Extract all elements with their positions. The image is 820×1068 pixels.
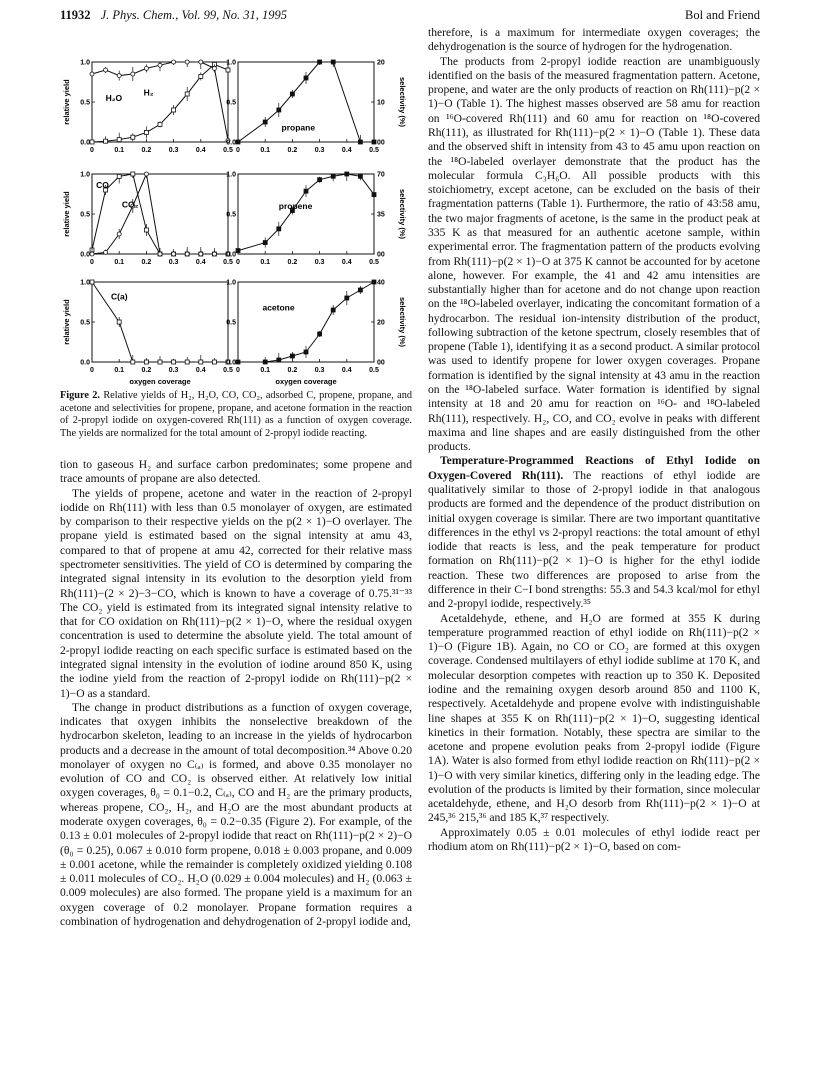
- data-point: [172, 360, 176, 364]
- data-point: [90, 280, 94, 284]
- right-tick-label: 00: [377, 139, 385, 147]
- data-point: [290, 354, 294, 358]
- series-line: [92, 174, 228, 254]
- right-tick-label: 00: [377, 251, 385, 259]
- y-tick-label: 0.0: [80, 251, 90, 259]
- y-tick-label: 1.0: [80, 279, 90, 287]
- right-tick-label: 20: [377, 319, 385, 327]
- x-tick-label: 0.5: [223, 367, 233, 374]
- x-tick-label: 0.1: [114, 259, 125, 266]
- data-point: [236, 249, 240, 253]
- y-tick-label: 0.5: [226, 211, 236, 219]
- data-point: [345, 172, 349, 176]
- data-point: [131, 72, 135, 76]
- data-point: [131, 360, 135, 364]
- y-tick-label: 1.0: [80, 171, 90, 179]
- x-tick-label: 0.5: [369, 367, 379, 374]
- data-point: [331, 308, 335, 312]
- series-line: [92, 64, 228, 142]
- y-tick-label: 0.0: [80, 359, 90, 367]
- series-label: propane: [281, 122, 316, 133]
- data-point: [185, 360, 189, 364]
- y-axis-label: relative yield: [62, 299, 71, 345]
- data-point: [358, 140, 362, 144]
- x-tick-label: 0.4: [341, 259, 352, 266]
- data-point: [304, 350, 308, 354]
- y-tick-label: 1.0: [80, 59, 90, 67]
- data-point: [104, 139, 108, 143]
- x-axis-label: oxygen coverage: [275, 377, 337, 386]
- data-point: [117, 74, 121, 78]
- x-tick-label: 0.5: [223, 147, 233, 154]
- data-point: [185, 60, 189, 64]
- data-point: [304, 189, 308, 193]
- x-tick-label: 0.2: [141, 147, 152, 154]
- page-number: 11932: [60, 8, 91, 22]
- data-point: [199, 252, 203, 256]
- y-tick-label: 0.5: [80, 319, 90, 327]
- data-point: [185, 252, 189, 256]
- x-tick-label: 0.2: [287, 367, 298, 374]
- x-tick-label: 0.4: [195, 259, 206, 266]
- data-point: [263, 241, 267, 245]
- data-point: [345, 296, 349, 300]
- series-line: [92, 174, 228, 254]
- paragraph: Approximately 0.05 ± 0.01 molecules of ethyl iodide react per rhodium atom on Rh(111)−p(2 × 1)−O, based on com-: [428, 825, 760, 854]
- data-point: [236, 140, 240, 144]
- figure-2: [60, 52, 412, 387]
- x-tick-label: 0.4: [341, 147, 352, 154]
- data-point: [358, 288, 362, 292]
- data-point: [318, 60, 322, 64]
- y-tick-label: 1.0: [226, 279, 236, 287]
- data-point: [185, 92, 189, 96]
- caption-label: Figure 2.: [60, 390, 101, 401]
- data-point: [236, 360, 240, 364]
- x-tick-label: 0.5: [369, 147, 379, 154]
- paragraph-text: The reactions of ethyl iodide are qualitatively similar to those of 2-propyl iodide in that analogous products are formed and the dependence of the product distribution on initial oxygen coverage is similar. There are two important quantitative differences in the ethyl vs 2-propyl reactions: the total amount of ethyl iodide that reacts is less, and the peak temperature for product formation on Rh(111)−p(2 × 1)−O is higher for the ethyl iodide reaction. These two differences are proposed to arise from the difference in their C−I bond strengths: 55.3 and 54.3 kcal/mol for ethyl and 2-propyl iodide, respectively.³⁵: [428, 468, 760, 611]
- y-axis-label: relative yield: [62, 191, 71, 237]
- series-label: CO: [96, 180, 109, 191]
- x-tick-label: 0: [236, 367, 240, 374]
- panel-frame: [92, 174, 228, 254]
- data-point: [199, 360, 203, 364]
- x-tick-label: 0.3: [168, 367, 179, 374]
- section-heading: Temperature-Programmed Reactions of Ethyl Iodide on Oxygen-Covered Rh(111).: [428, 454, 760, 482]
- x-tick-label: 0: [90, 147, 94, 154]
- right-tick-label: 00: [377, 359, 385, 367]
- data-point: [277, 108, 281, 112]
- x-tick-label: 0: [90, 259, 94, 266]
- data-point: [318, 332, 322, 336]
- series-label: H₂: [143, 87, 154, 98]
- data-point: [318, 178, 322, 182]
- paragraph: [428, 454, 760, 611]
- data-point: [304, 76, 308, 80]
- x-tick-label: 0.1: [260, 367, 271, 374]
- data-point: [90, 252, 94, 256]
- right-tick-label: 35: [377, 211, 385, 219]
- data-point: [104, 68, 108, 72]
- data-point: [199, 74, 203, 78]
- right-axis-label: selectivity (%): [398, 188, 407, 240]
- series-label: propene: [278, 201, 313, 211]
- figure-2-chart: [60, 52, 412, 387]
- series-label: C(a): [111, 291, 128, 302]
- data-point: [199, 60, 203, 64]
- figure-caption: [60, 390, 412, 440]
- authors: Bol and Friend: [685, 8, 760, 22]
- data-point: [212, 360, 216, 364]
- y-tick-label: 0.5: [226, 319, 236, 327]
- data-point: [144, 228, 148, 232]
- y-tick-label: 0.5: [80, 99, 90, 107]
- data-point: [158, 360, 162, 364]
- data-point: [372, 140, 376, 144]
- paragraph: The change in product distributions as a function of oxygen coverage, indicates that oxygen inhibits the nonselective breakdown of the hydrocarbon skeleton, leading to an increase in the yields of hydrocarbon products and a decrease in the amount of total decomposition.³⁴ Above 0.20 monolayer of oxygen no C₍ₐ₎ is formed, and above 0.35 monolayer no evolution of CO and CO₂ is observed either. At relatively low initial oxygen coverages, θ₀ = 0.1−0.2, C₍ₐ₎, CO and H₂ are the primary products, whereas propene, CO₂, H₂, and H₂O are the most abundant products at moderate oxygen coverages, θ₀ = 0.2−0.35 (Figure 2). For example, of the 0.13 ± 0.01 molecules of 2-propyl iodide that react on Rh(111)−p(2 × 2)−O (θ₀ = 0.25), 0.067 ± 0.010 form propene, 0.018 ± 0.003 propane, and 0.009 ± 0.001 acetone, while the remainder is completely oxidized yielding 0.108 ± 0.011 molecules of CO₂. H₂O (0.029 ± 0.004 molecules) and H₂ (0.063 ± 0.009 molecules) are also formed. The propane yield is a maximum for an oxygen coverage of 0.2 monolayer. Propane formation requires a combination of hydrogenation and dehydrogenation of 2-propyl iodide and,: [60, 700, 412, 928]
- y-axis-label: relative yield: [62, 79, 71, 125]
- data-point: [90, 72, 94, 76]
- data-point: [104, 250, 108, 254]
- data-point: [226, 68, 230, 72]
- right-axis-label: selectivity (%): [398, 76, 407, 128]
- y-tick-label: 0.5: [226, 99, 236, 107]
- right-tick-label: 10: [377, 99, 385, 107]
- y-tick-label: 0.0: [226, 251, 236, 259]
- x-tick-label: 0: [90, 367, 94, 374]
- x-tick-label: 0.3: [314, 259, 325, 266]
- x-tick-label: 0.2: [287, 259, 298, 266]
- data-point: [172, 108, 176, 112]
- data-point: [172, 60, 176, 64]
- x-tick-label: 0.2: [141, 367, 152, 374]
- x-tick-label: 0.1: [260, 147, 271, 154]
- y-tick-label: 0.0: [226, 139, 236, 147]
- series-label: H₂O: [105, 93, 123, 103]
- y-tick-label: 0.0: [226, 359, 236, 367]
- data-point: [277, 227, 281, 231]
- paragraph: therefore, is a maximum for intermediate oxygen coverages; the dehydrogenation is the source of hydrogen for the hydrogenation.: [428, 26, 760, 54]
- data-point: [158, 122, 162, 126]
- x-tick-label: 0.4: [195, 367, 206, 374]
- paragraph: The yields of propene, acetone and water in the reaction of 2-propyl iodide on Rh(111) with less than 0.5 monolayer of oxygen, are estimated by comparison to their respective yields on the p(2 × 1)−O overlayer. The propane yield is estimated based on the signal intensity at amu 43, compared to that of propene at amu 42, corrected for their relative mass spectrometer sensitivities. The yield of CO is determined by comparing the integrated signal intensity in its evolution to the desorption yield from Rh(111)−(2 × 2)−3−CO, which is known to have a coverage of 0.75.³¹⁻³³ The CO₂ yield is estimated from its integrated signal intensity relative to that for CO oxidation on Rh(111)−p(2 × 1)−O, where the residual oxygen concentration is used to determine the absolute yield. The total amount of 2-propyl iodide reacting on each specific surface is estimated based on the integrated signal intensity in the evolution of iodine around 850 K, using the iodine yield from the reaction of 2-propyl iodide on Rh(111)−p(2 × 1)−O as a standard.: [60, 486, 412, 700]
- data-point: [263, 120, 267, 124]
- data-point: [131, 172, 135, 176]
- data-point: [372, 193, 376, 197]
- right-tick-label: 20: [377, 59, 385, 67]
- right-column: [428, 26, 760, 854]
- running-header: [60, 8, 760, 26]
- data-point: [144, 130, 148, 134]
- data-point: [212, 252, 216, 256]
- data-point: [290, 92, 294, 96]
- data-point: [331, 174, 335, 178]
- data-point: [372, 280, 376, 284]
- y-tick-label: 1.0: [226, 59, 236, 67]
- x-tick-label: 0.3: [314, 367, 325, 374]
- series-label: acetone: [262, 302, 295, 313]
- right-tick-label: 70: [377, 171, 385, 179]
- data-point: [117, 174, 121, 178]
- y-tick-label: 0.0: [80, 139, 90, 147]
- data-point: [331, 60, 335, 64]
- x-tick-label: 0.1: [114, 367, 125, 374]
- x-tick-label: 0: [236, 147, 240, 154]
- x-tick-label: 0.4: [341, 367, 352, 374]
- data-point: [144, 66, 148, 70]
- caption-text: Relative yields of H₂, H₂O, CO, CO₂, adsorbed C, propene, propane, and acetone and selectivities for propene, propane, and acetone formation in the reaction of 2-propyl iodide on oxygen-covered Rh(111) as a function of oxygen coverage. The yields are normalized for the total amount of 2-propyl iodide reacting.: [60, 390, 413, 439]
- data-point: [90, 140, 94, 144]
- paragraph: Acetaldehyde, ethene, and H₂O are formed at 355 K during temperature programmed reaction of ethyl iodide on Rh(111)−p(2 × 1)−O (Figure 1B). Again, no CO or CO₂ are formed at this oxygen coverage. Condensed multilayers of ethyl iodide sublime at 170 K, and molecular desorption competes with reaction up to 350 K. Deposited iodine and the remaining oxygen desorb around 850 and 1100 K, respectively. Acetaldehyde and propene evolve with indistinguishable line shapes at 355 K on Rh(111)−p(2 × 1)−O, suggesting identical kinetics in their formation. Notably, these spectra are similar to the acetone and propene evolution peaks from 2-propyl iodide (Figure 1A). Water is also formed from ethyl iodide reaction on Rh(111)−p(2 × 1)−O with very similar kinetics, differing only in the leading edge. The evolution of the products is limited by their formation, since molecular acetaldehyde, ethene, and H₂O desorb from Rh(111)−p(2 × 1)−O at 245,³⁶ 215,³⁶ and 185 K,³⁷ respectively.: [428, 611, 760, 825]
- right-axis-label: selectivity (%): [398, 296, 407, 348]
- journal-citation: J. Phys. Chem., Vol. 99, No. 31, 1995: [100, 8, 288, 22]
- data-point: [358, 174, 362, 178]
- x-axis-label: oxygen coverage: [129, 377, 191, 386]
- data-point: [277, 358, 281, 362]
- x-tick-label: 0: [236, 259, 240, 266]
- right-tick-label: 40: [377, 279, 385, 287]
- data-point: [131, 135, 135, 139]
- data-point: [117, 320, 121, 324]
- data-point: [263, 360, 267, 364]
- data-point: [158, 63, 162, 67]
- paragraph: tion to gaseous H₂ and surface carbon predominates; some propene and trace amounts of propane are also detected.: [60, 458, 412, 486]
- data-point: [172, 252, 176, 256]
- x-tick-label: 0.5: [223, 259, 233, 266]
- data-point: [144, 172, 148, 176]
- data-point: [158, 252, 162, 256]
- left-column: [60, 458, 412, 929]
- y-tick-label: 1.0: [226, 171, 236, 179]
- x-tick-label: 0.3: [168, 147, 179, 154]
- x-tick-label: 0.4: [195, 147, 206, 154]
- x-tick-label: 0.2: [141, 259, 152, 266]
- data-point: [144, 360, 148, 364]
- data-point: [117, 232, 121, 236]
- series-label: CO₂: [121, 199, 139, 210]
- x-tick-label: 0.1: [114, 147, 125, 154]
- x-tick-label: 0.1: [260, 259, 271, 266]
- y-tick-label: 0.5: [80, 211, 90, 219]
- x-tick-label: 0.3: [314, 147, 325, 154]
- data-point: [212, 66, 216, 70]
- x-tick-label: 0.5: [369, 259, 379, 266]
- x-tick-label: 0.2: [287, 147, 298, 154]
- paragraph: The products from 2-propyl iodide reaction are unambiguously identified on the basis of the measured fragmentation pattern. Acetone, propene, and water are the only products of reaction on Rh(111)−p(2 × 1)−O (Table 1). The highest masses observed are 58 amu for reaction on ¹⁶O-covered Rh(111) and 60 amu for reaction on ¹⁸O-covered Rh(111), as illustrated for Rh(111)−p(2 × 1)−O (Table 1). These data and the observed shift in intensity from 43 to 45 amu upon reaction on the ¹⁸O-labeled overlayer demonstrate that the product has the molecular formula C₃H₆O. All possible products with this stoichiometry, except acetone, can be excluded on the basis of their fragmentation patterns (Table 1). Furthermore, the ratio of 43:58 amu, the two major fragments of acetone, is the same in the product peak at 335 K as that measured for an authentic acetone sample, within experimental error. The fragmentation pattern of the products evolving from Rh(111)−p(2 × 1)−O at 375 K cannot be accounted for by acetone alone, however. For example, the 41 and 42 amu intensities are substantially higher than for acetone and do not change upon reaction on the ¹⁸O-labeled overlayer, indicating the concomitant formation of a hydrocarbon. The residual ion-intensity distribution of the product, following subtraction of the ketone spectrum, closely resembles that of propene (Table 1), identifying it as a second product. A similar protocol was used to identify propene for lower oxygen coverages. Propane formation is identified by the signal intensity at 43 amu in the reaction on the ¹⁸O-labeled surface. Water formation is identified by signal intensity at 18 and 20 amu for reaction on ¹⁶O- and ¹⁸O-labeled Rh(111), respectively. H₂, CO, and CO₂ evolve in peaks with different maxima and line shapes and are easily distinguished from the other products.: [428, 54, 760, 454]
- data-point: [117, 138, 121, 142]
- x-tick-label: 0.3: [168, 259, 179, 266]
